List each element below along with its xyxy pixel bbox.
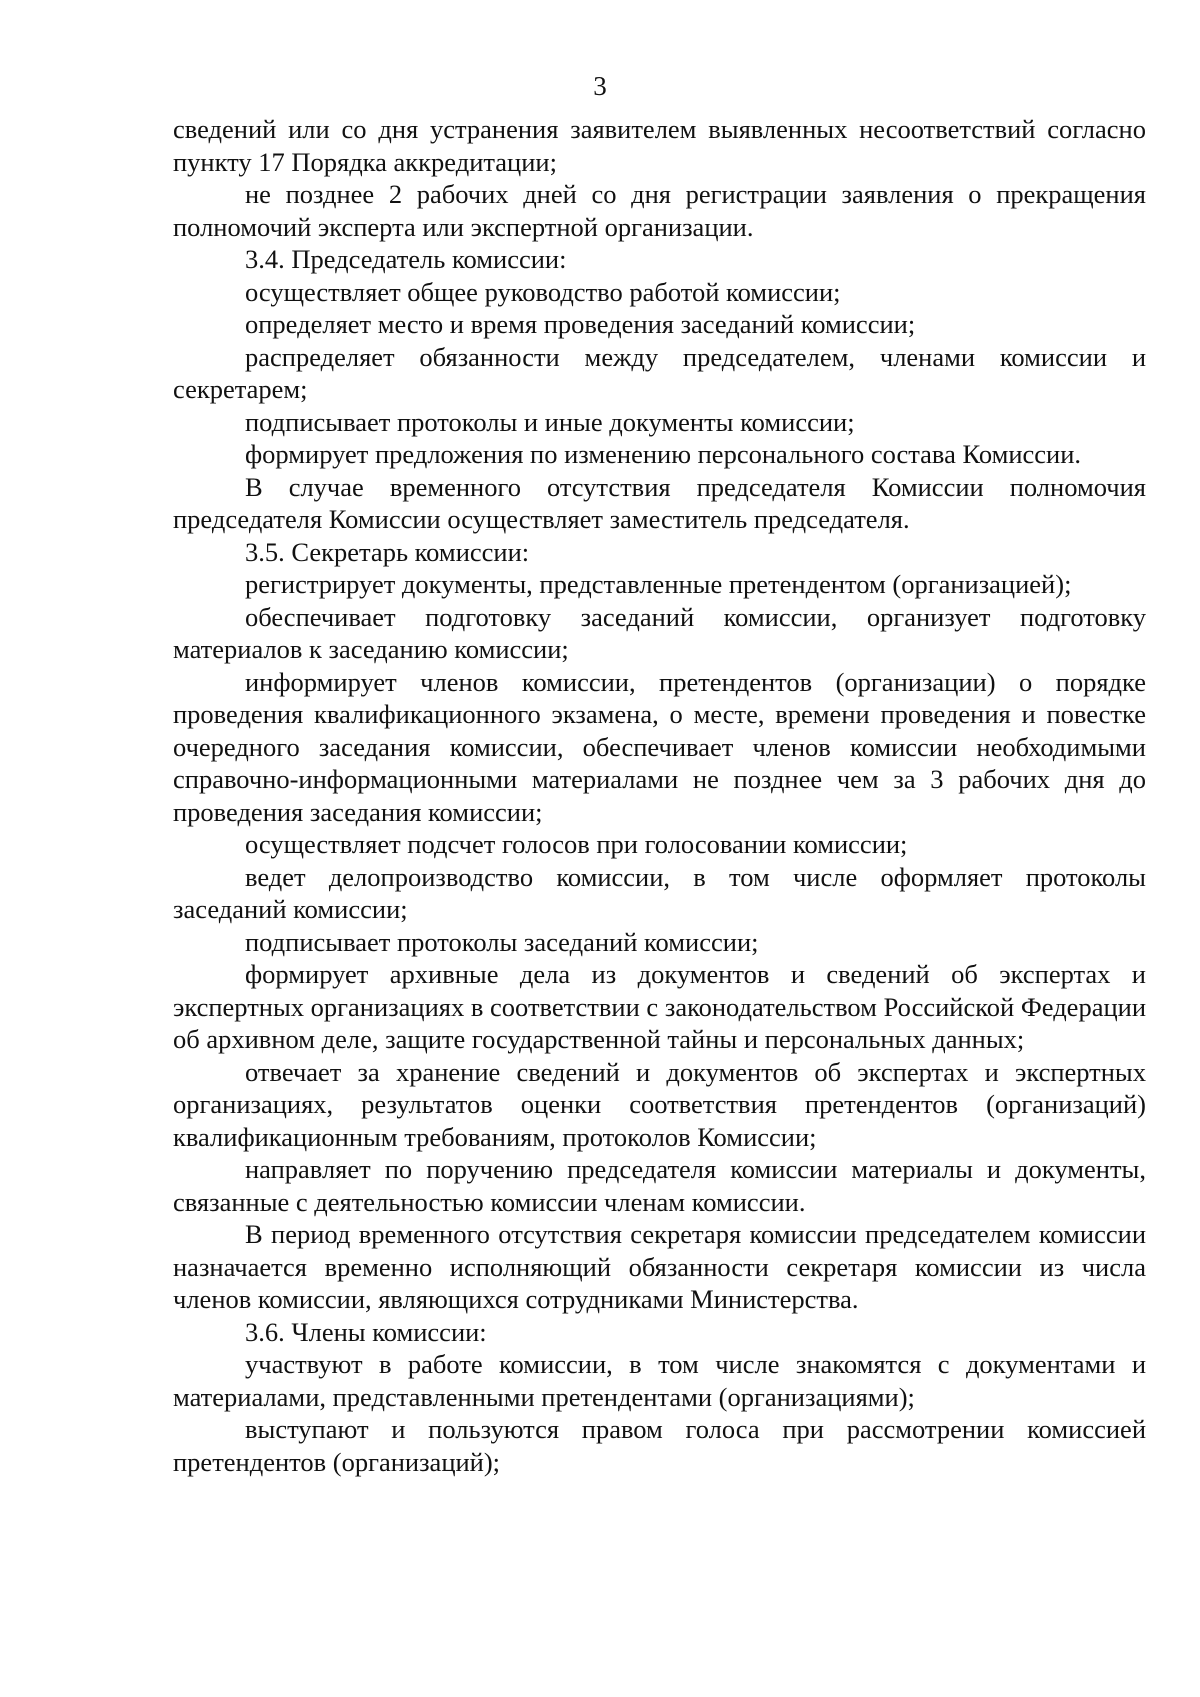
paragraph: информирует членов комиссии, претендентов (организации) о порядке проведения квалификационного экзамена, о месте, времени проведения и повестке очередного заседания комиссии, обеспечивает членов комиссии необходимыми справочно-информационными материалами не позднее чем за 3 рабочих дня до проведения заседания комиссии; xyxy=(173,666,1146,827)
paragraph: распределяет обязанности между председателем, членами комиссии и секретарем; xyxy=(173,341,1146,404)
paragraph: выступают и пользуются правом голоса при рассмотрении комиссией претендентов (организаций); xyxy=(173,1414,1146,1477)
paragraph: определяет место и время проведения заседаний комиссии; xyxy=(245,309,916,339)
paragraph: ведет делопроизводство комиссии, в том числе оформляет протоколы заседаний комиссии; xyxy=(173,861,1146,924)
paragraph: подписывает протоколы заседаний комиссии; xyxy=(245,926,759,957)
paragraph: формирует архивные дела из документов и сведений об экспертах и экспертных организациях в соответствии с законодательством Российской Федерации об архивном деле, защите государственной тайны и персональных данных; xyxy=(173,959,1146,1054)
paragraph: подписывает протоколы и иные документы комиссии; xyxy=(245,406,855,437)
paragraph: В период временного отсутствия секретаря комиссии председателем комиссии назначается временно исполняющий обязанности секретаря комиссии из числа членов комиссии, являющихся сотрудниками Министерства. xyxy=(173,1219,1146,1314)
paragraph-continuation: сведений или со дня устранения заявителем выявленных несоответствий согласно пункту 17 Порядка аккредитации; xyxy=(173,114,1146,177)
paragraph: формирует предложения по изменению персонального состава Комиссии. xyxy=(245,439,1082,469)
paragraph: осуществляет подсчет голосов при голосовании комиссии; xyxy=(245,829,908,859)
paragraph: осуществляет общее руководство работой комиссии; xyxy=(245,276,841,307)
paragraph: обеспечивает подготовку заседаний комиссии, организует подготовку материалов к заседанию комиссии; xyxy=(173,601,1146,664)
paragraph: не позднее 2 рабочих дней со дня регистрации заявления о прекращения полномочий эксперта или экспертной организации. xyxy=(173,179,1146,242)
paragraph: направляет по поручению председателя комиссии материалы и документы, связанные с деятельностью комиссии членам комиссии. xyxy=(173,1154,1146,1217)
document-body xyxy=(173,113,1146,1478)
paragraph: регистрирует документы, представленные претендентом (организацией); xyxy=(245,569,1072,599)
paragraph: отвечает за хранение сведений и документов об экспертах и экспертных организациях, результатов оценки соответствия претендентов (организаций) квалификационным требованиям, протоколов Комиссии; xyxy=(173,1056,1146,1152)
section-heading-3-5: 3.5. Секретарь комиссии: xyxy=(245,536,530,567)
section-heading-3-6: 3.6. Члены комиссии: xyxy=(245,1316,487,1347)
section-heading-3-4: 3.4. Председатель комиссии: xyxy=(245,244,567,274)
paragraph: участвуют в работе комиссии, в том числе знакомятся с документами и материалами, представленными претендентами (организациями); xyxy=(173,1349,1146,1412)
paragraph: В случае временного отсутствия председателя Комиссии полномочия председателя Комиссии осуществляет заместитель председателя. xyxy=(173,471,1146,534)
page-number: 3 xyxy=(593,71,607,101)
